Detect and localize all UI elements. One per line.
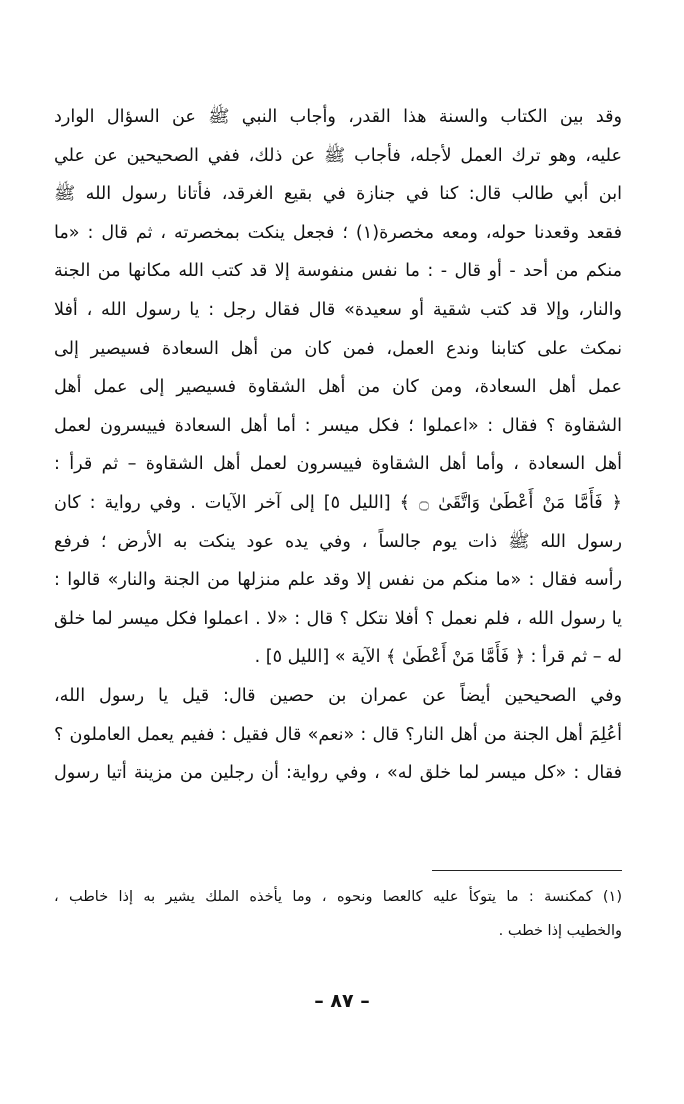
- text-line: منكم من أحد - أو قال - : ما نفس منفوسة إلا قد كتب الله مكانها من الجنة: [54, 261, 622, 282]
- footnote-line: والخطيب إذا خطب .: [498, 923, 622, 939]
- text-line: عمل أهل السعادة، ومن كان من أهل الشقاوة فسيصير إلى عمل أهل: [54, 377, 622, 398]
- text-line: رأسه فقال : «ما منكم من نفس إلا وقد علم منزلها من الجنة والنار» قالوا :: [54, 570, 622, 591]
- text-line: وفي الصحيحين أيضاً عن عمران بن حصين قال: قيل يا رسول الله،: [54, 685, 622, 706]
- text-line: نمكث على كتابنا وندع العمل، فمن كان من أهل السعادة فسيصير إلى: [54, 338, 622, 359]
- body-text: [54, 98, 622, 793]
- text-line: ابن أبي طالب قال: كنا في جنازة في بقيع الغرقد، فأتانا رسول الله ﷺ: [54, 184, 622, 205]
- footnote-divider: [432, 870, 622, 871]
- text-line: والنار، وإلا قد كتب شقية أو سعيدة» قال فقال رجل : يا رسول الله ، أفلا: [54, 299, 622, 320]
- text-line: فقال : «كل ميسر لما خلق له» ، وفي رواية: أن رجلين من مزينة أتيا رسول: [54, 763, 622, 784]
- text-line: رسول الله ﷺ ذات يوم جالساً ، وفي يده عود ينكت به الأرض ؛ فرفع: [54, 531, 622, 552]
- footnotes: [54, 880, 622, 948]
- page-number: – ٨٧ –: [314, 990, 370, 1012]
- text-line: يا رسول الله ، فلم نعمل ؟ أفلا نتكل ؟ قال : «لا . اعملوا فكل ميسر لما خلق: [54, 608, 622, 629]
- text-line: وقد بين الكتاب والسنة هذا القدر، وأجاب النبي ﷺ عن السؤال الوارد: [54, 107, 622, 127]
- text-line: أعُلِمَ أهل الجنة من أهل النار؟ قال : «نعم» قال فقيل : ففيم يعمل العاملون ؟: [54, 724, 622, 745]
- text-line: عليه، وهو ترك العمل لأجله، فأجاب ﷺ عن ذلك، ففي الصحيحين عن علي: [54, 145, 622, 166]
- text-line: الشقاوة ؟ فقال : «اعملوا ؛ فكل ميسر : أما أهل السعادة فييسرون لعمل: [54, 415, 622, 436]
- text-line: ﴿ فَأَمَّا مَنْ أَعْطَىٰ وَاتَّقَىٰ ۝ ﴾ [الليل ٥] إلى آخر الآيات . وفي رواية : كان: [54, 492, 622, 513]
- text-line: فقعد وقعدنا حوله، ومعه مخصرة(١) ؛ فجعل ينكت بمخصرته ، ثم قال : «ما: [54, 222, 622, 243]
- text-line: أهل السعادة ، وأما أهل الشقاوة فييسرون لعمل أهل الشقاوة – ثم قرأ :: [54, 454, 622, 475]
- footnote-line: (١) كمكنسة : ما يتوكأ عليه كالعصا ونحوه ، وما يأخذه الملك يشير به إذا خاطب ،: [54, 889, 622, 905]
- text-line: له – ثم قرأ : ﴿ فَأَمَّا مَنْ أَعْطَىٰ ﴾ الآية » [الليل ٥] .: [254, 647, 622, 668]
